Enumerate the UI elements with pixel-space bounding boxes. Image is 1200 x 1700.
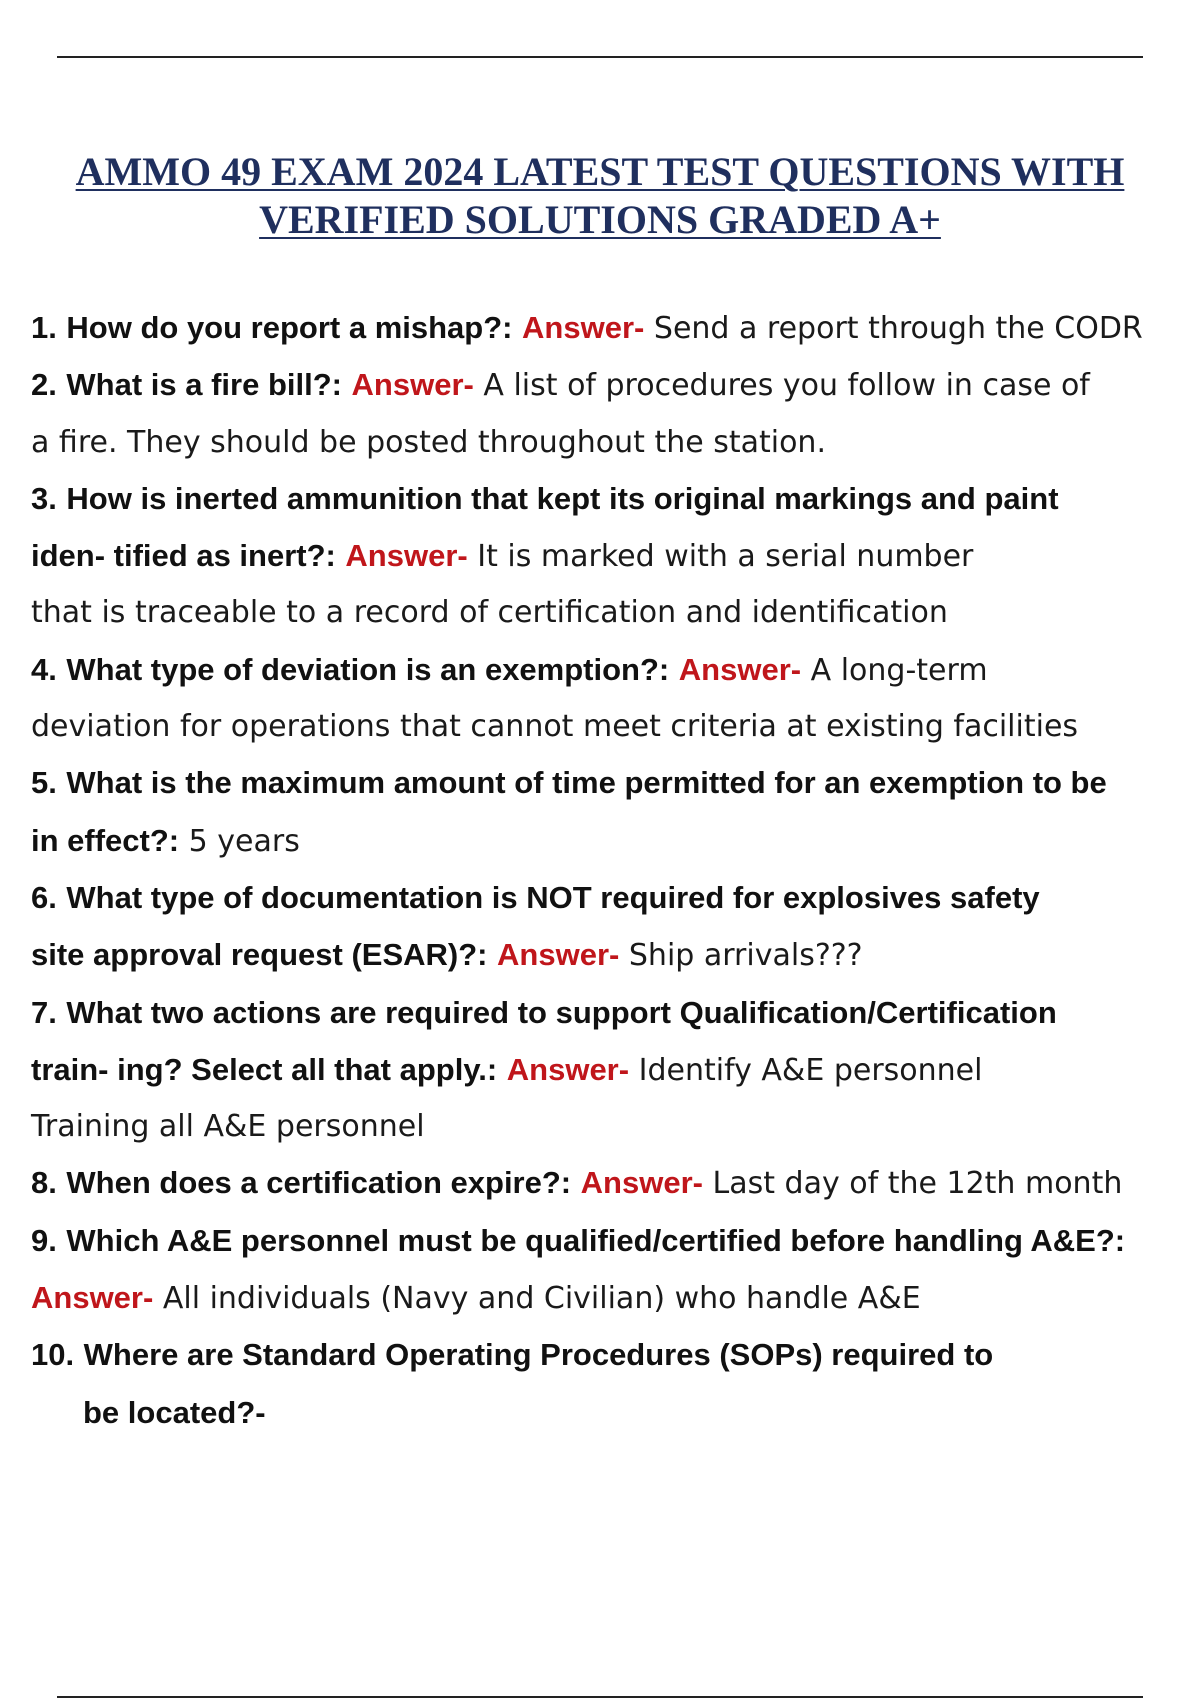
question-text-continued: site approval request (ESAR)?:	[31, 937, 488, 973]
document-title	[40, 148, 1160, 244]
question-item-3	[31, 471, 1200, 642]
answer-text: It is marked with a serial number	[477, 539, 974, 575]
answer-text-continued: a fire. They should be posted throughout the station.	[31, 424, 826, 460]
answer-label: Answer-	[506, 1051, 630, 1087]
question-text-continued: in effect?:	[31, 822, 180, 858]
question-number: 6.	[31, 879, 57, 915]
answer-text: A long-term	[810, 652, 988, 688]
question-text-continued: be located?-	[83, 1394, 266, 1430]
question-item-1	[31, 300, 1200, 357]
answer-text: A list of procedures you follow in case of	[483, 368, 1090, 404]
title-line-1: AMMO 49 EXAM 2024 LATEST TEST QUESTIONS WITH	[75, 149, 1125, 194]
question-text-continued: iden- tified as inert?:	[31, 538, 336, 574]
header-divider	[57, 56, 1143, 58]
answer-text-continued: deviation for operations that cannot meet criteria at existing facilities	[31, 709, 1079, 745]
question-text: What is a fire bill?:	[66, 367, 342, 403]
answer-text: Ship arrivals???	[628, 938, 863, 974]
question-number: 9.	[31, 1222, 57, 1258]
question-text: What two actions are required to support Qualification/Certification	[66, 994, 1057, 1030]
question-item-6	[31, 870, 1200, 985]
question-number: 7.	[31, 994, 57, 1030]
question-number: 3.	[31, 480, 57, 516]
question-item-7	[31, 985, 1200, 1156]
answer-text-continued: that is traceable to a record of certification and identification	[31, 595, 948, 631]
answer-label: Answer-	[497, 937, 620, 973]
answer-text: Identify A&E personnel	[638, 1052, 983, 1088]
answer-text: All individuals (Navy and Civilian) who handle A&E	[162, 1281, 921, 1317]
question-number: 10.	[31, 1337, 75, 1373]
answer-text: Last day of the 12th month	[712, 1166, 1123, 1202]
question-text: What type of deviation is an exemption?:	[66, 651, 670, 687]
answer-text: 5 years	[188, 823, 300, 859]
title-line-2: VERIFIED SOLUTIONS GRADED A+	[259, 197, 941, 242]
question-number: 5.	[31, 765, 57, 801]
answer-label: Answer-	[31, 1280, 154, 1316]
answer-label: Answer-	[580, 1165, 703, 1201]
question-text: How is inerted ammunition that kept its original markings and paint	[66, 480, 1059, 516]
footer-divider	[57, 1696, 1143, 1698]
question-text: What is the maximum amount of time permitted for an exemption to be	[66, 765, 1107, 801]
question-item-8	[31, 1155, 1200, 1212]
question-number: 1.	[31, 310, 57, 345]
question-number: 2.	[31, 367, 57, 403]
question-number: 8.	[31, 1165, 57, 1201]
question-item-10	[31, 1327, 1200, 1442]
question-text: Where are Standard Operating Procedures (SOPs) required to	[83, 1337, 994, 1373]
question-text: What type of documentation is NOT required for explosives safety	[66, 879, 1040, 915]
question-text: How do you report a mishap?:	[66, 310, 513, 345]
question-text-continued: train- ing? Select all that apply.:	[31, 1051, 498, 1087]
question-list	[31, 300, 1200, 1442]
answer-text-continued: Training all A&E personnel	[31, 1109, 425, 1145]
question-item-2	[31, 357, 1200, 471]
answer-label: Answer-	[351, 367, 474, 403]
question-text: When does a certification expire?:	[66, 1165, 572, 1201]
answer-label: Answer-	[522, 310, 645, 345]
question-item-5	[31, 755, 1200, 870]
answer-text: Send a report through the CODR	[653, 311, 1143, 346]
answer-label: Answer-	[678, 651, 802, 687]
answer-label: Answer-	[345, 538, 468, 574]
question-item-9	[31, 1213, 1200, 1328]
question-item-4	[31, 642, 1200, 756]
question-number: 4.	[31, 651, 57, 687]
question-text: Which A&E personnel must be qualified/certified before handling A&E?:	[66, 1222, 1126, 1258]
